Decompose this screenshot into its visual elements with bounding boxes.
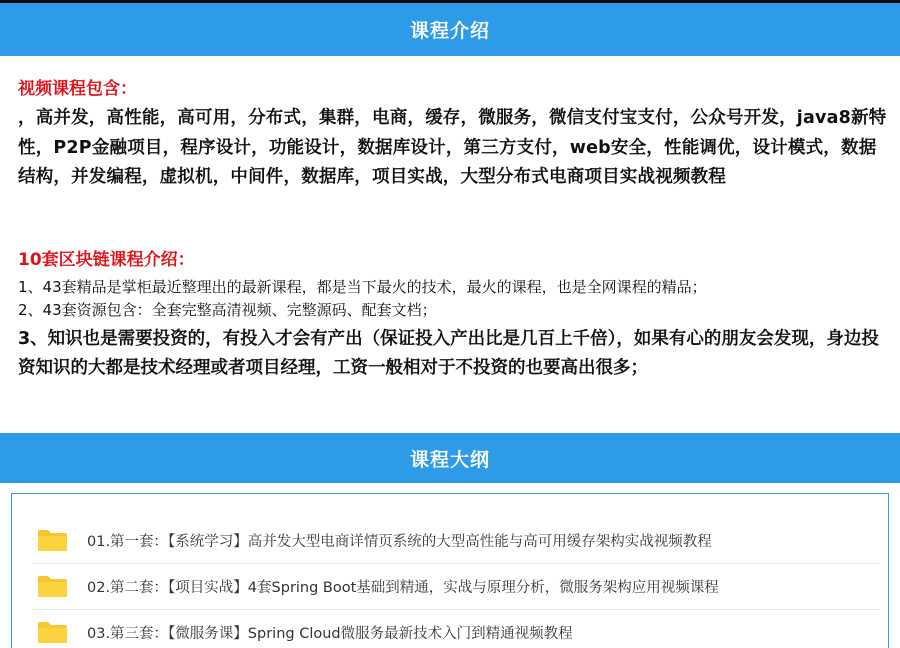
outline-item-label: 02.第二套：【项目实战】4套Spring Boot基础到精通，实战与原理分析，微服务架构应用视频课程 xyxy=(87,580,719,596)
outline-item[interactable] xyxy=(32,610,880,648)
outline-item[interactable] xyxy=(32,518,880,564)
intro-point-2: 2、43套资源包含：全套完整高清视频、完整源码、配套文档； xyxy=(18,301,437,319)
outline-item[interactable] xyxy=(32,564,880,610)
section-banner-outline xyxy=(0,433,900,483)
section-banner-intro xyxy=(0,3,900,56)
outline-item-label: 03.第三套：【微服务课】Spring Cloud微服务最新技术入门到精通视频教程 xyxy=(87,626,573,642)
video-courses-body: ，高并发，高性能，高可用，分布式，集群，电商，缓存，微服务，微信支付宝支付，公众号开发，java8新特性，P2P金融项目，程序设计，功能设计，数据库设计，第三方支付，web安全，性能调优，设计模式，数据结构，并发编程，虚拟机，中间件，数据库，项目实战，大型分布式电商项目实战视频教程 xyxy=(18,108,887,187)
intro-point-3: 3、知识也是需要投资的，有投入才会有产出（保证投入产出比是几百上千倍），如果有心的朋友会发现，身边投资知识的大都是技术经理或者项目经理，工资一般相对于不投资的也要高出很多； xyxy=(18,329,879,378)
video-courses-heading: 视频课程包含： xyxy=(18,79,137,99)
banner-title: 课程大纲 xyxy=(409,448,490,471)
intro-point-1: 1、43套精品是掌柜最近整理出的最新课程，都是当下最火的技术，最火的课程，也是全网课程的精品； xyxy=(18,278,707,296)
course-outline-list xyxy=(11,493,889,648)
folder-icon xyxy=(37,575,68,598)
folder-icon xyxy=(37,529,68,552)
folder-icon xyxy=(37,621,68,644)
outline-item-label: 01.第一套：【系统学习】高并发大型电商详情页系统的大型高性能与高可用缓存架构实战视频教程 xyxy=(87,534,712,550)
banner-title: 课程介绍 xyxy=(409,20,490,42)
blockchain-courses-heading: 10套区块链课程介绍： xyxy=(18,250,195,270)
